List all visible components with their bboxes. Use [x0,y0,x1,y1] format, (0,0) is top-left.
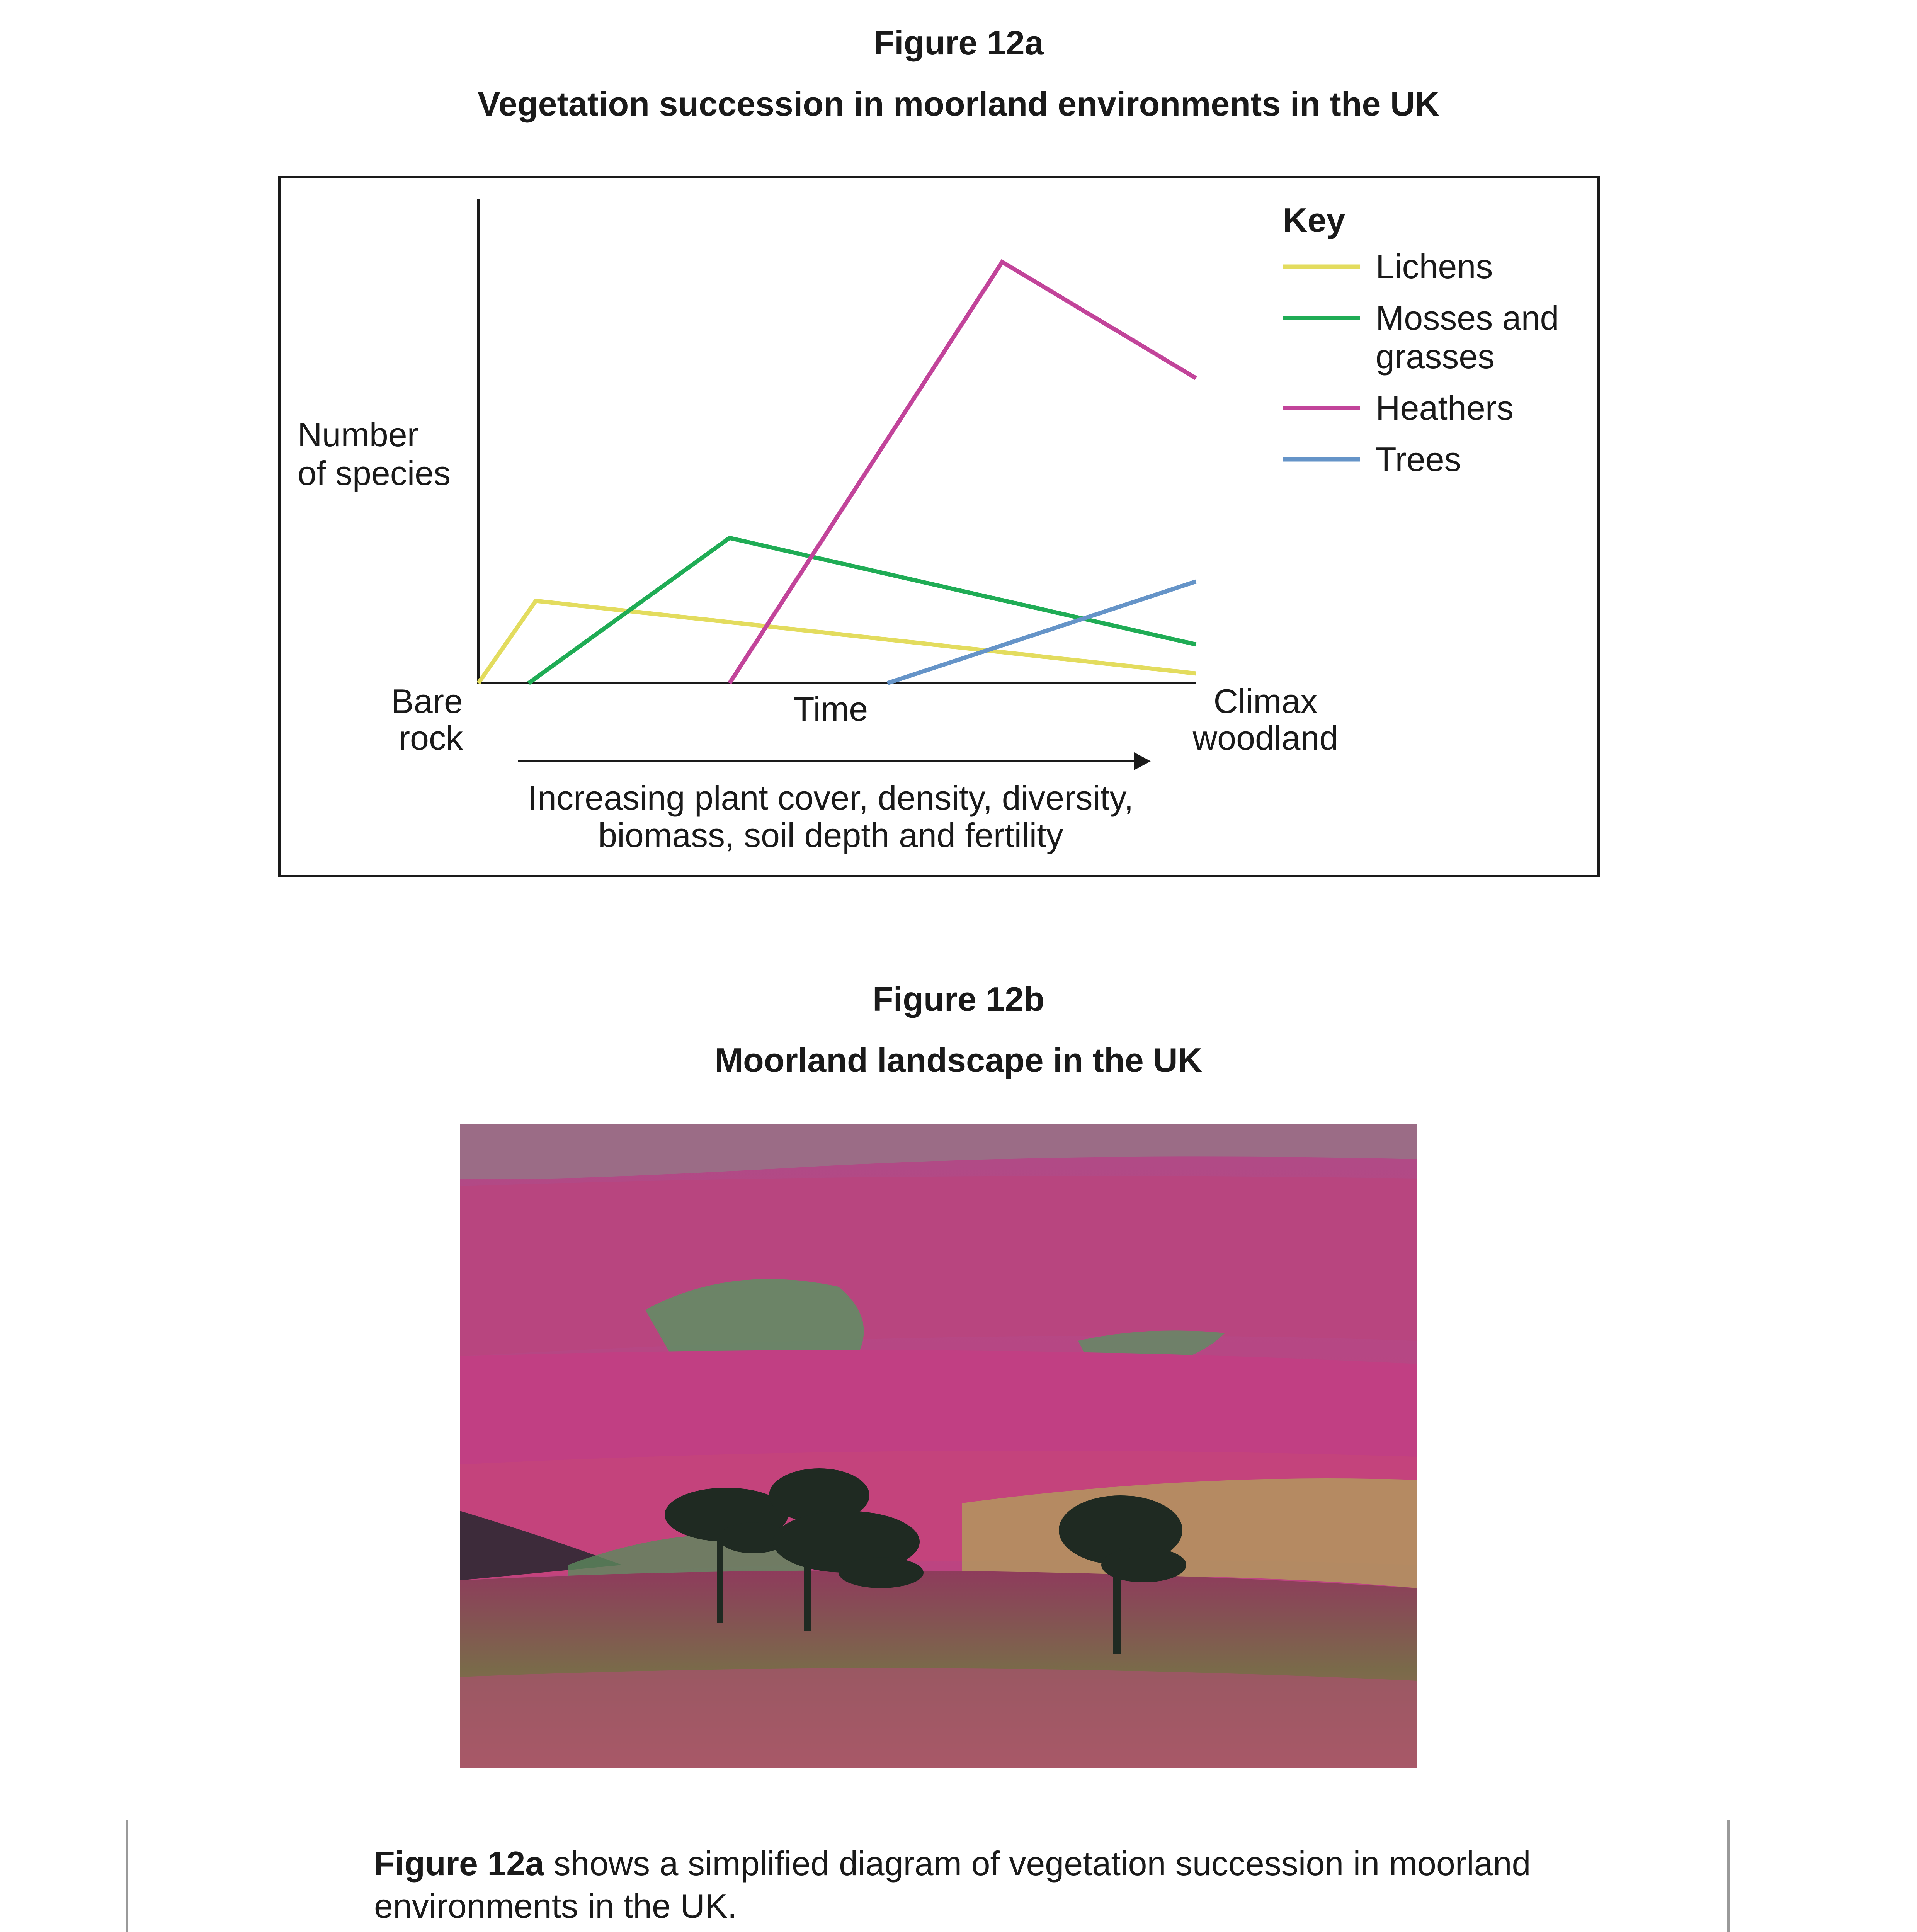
intro-paragraph [374,1842,1707,1927]
key-title: Key [1283,201,1345,239]
x-end-label-line2: woodland [1192,719,1339,757]
figure-12b-label: Figure 12b [873,980,1044,1018]
intro-rest-line1: shows a simplified diagram of vegetation succession in moorland [544,1844,1531,1883]
x-start-label-line2: rock [398,719,463,757]
x-end-label-line1: Climax [1213,682,1318,720]
foreground-heather [460,1668,1417,1768]
y-axis-label-line2: of species [298,454,451,492]
x-axis-label: Time [793,690,868,728]
legend-label-mosses-and-grasses: Mosses and [1376,299,1559,337]
legend-label-mosses-and-grasses-line2: grasses [1376,337,1495,376]
figure-12a-caption: Vegetation succession in moorland environments in the UK [478,85,1439,123]
arrow-caption-line2: biomass, soil depth and fertility [598,816,1063,854]
figure-12a-label: Figure 12a [873,24,1044,62]
right-margin-line [1727,1820,1730,1932]
moorland-photo [460,1124,1417,1768]
succession-chart [278,176,1600,877]
upper-slope [460,1176,1417,1356]
left-margin-line [126,1820,128,1932]
intro-bold: Figure 12a [374,1844,544,1883]
legend-label-trees: Trees [1376,440,1461,478]
legend-label-lichens: Lichens [1376,247,1493,286]
x-start-label-line1: Bare [391,682,463,720]
y-axis-label-line1: Number [298,415,418,454]
legend-label-heathers: Heathers [1376,389,1514,427]
arrow-caption-line1: Increasing plant cover, density, diversity, [528,779,1134,817]
yellow-grass-patch [962,1478,1417,1588]
intro-rest-line2: environments in the UK. [374,1887,737,1925]
figure-12b-caption: Moorland landscape in the UK [714,1041,1203,1079]
